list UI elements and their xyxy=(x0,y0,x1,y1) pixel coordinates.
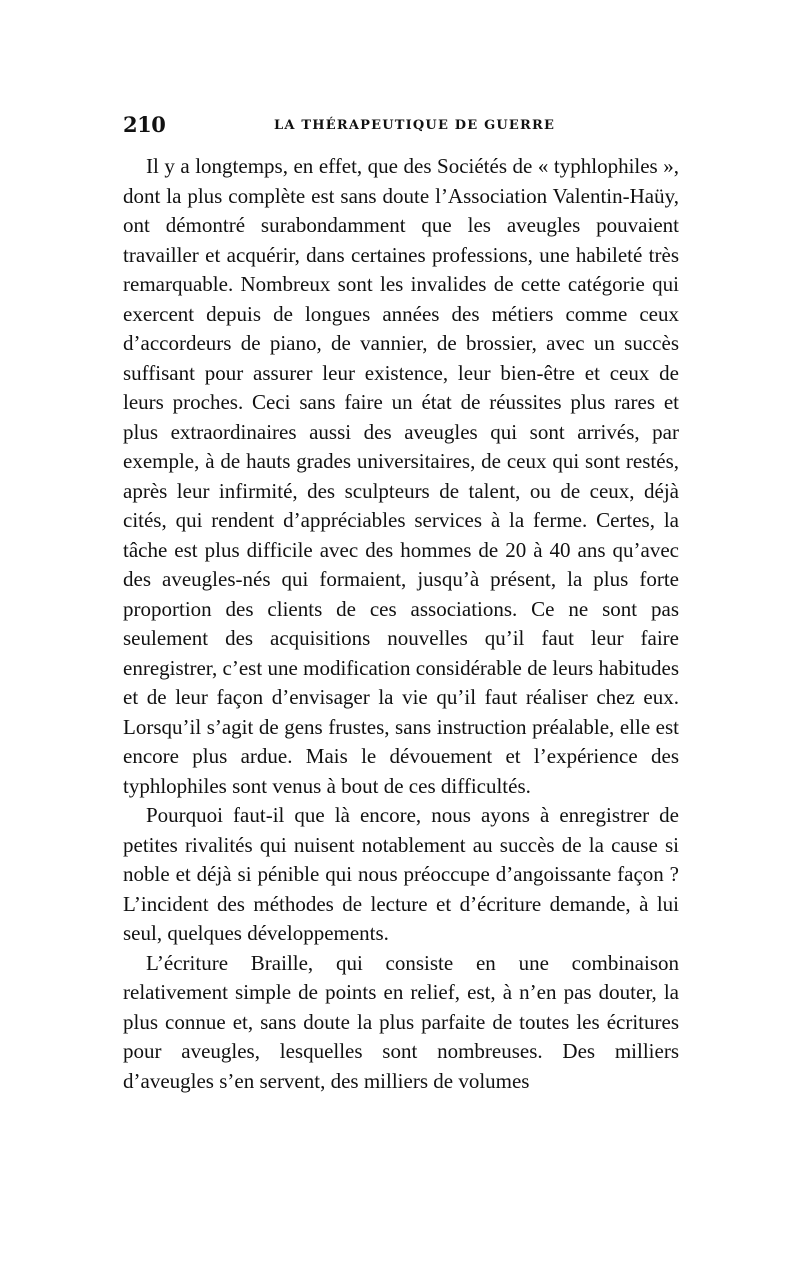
paragraph-2: Pourquoi faut-il que là encore, nous ayons à enregistrer de petites rivalités qui nuisent notablement au succès de la cause si noble et déjà si pénible qui nous préoccupe d’angoissante façon ? L’incident des méthodes de lecture et d’écriture demande, à lui seul, quelques développements. xyxy=(123,803,679,945)
text-body xyxy=(123,152,679,1096)
page-number: 210 xyxy=(123,112,166,137)
running-title: LA THÉRAPEUTIQUE DE GUERRE xyxy=(274,118,556,133)
paragraph-3: L’écriture Braille, qui consiste en une combinaison relativement simple de points en relief, est, à n’en pas douter, la plus connue et, sans doute la plus parfaite de toutes les écritures pour aveugles, lesquelles sont nombreuses. Des milliers d’aveugles s’en servent, des milliers de volumes xyxy=(123,950,679,1093)
running-head xyxy=(123,112,679,142)
paragraph-1: Il y a longtemps, en effet, que des Sociétés de « typhlophiles », dont la plus complète est sans doute l’Association Valentin-Haüy, ont démontré surabondamment que les aveugles pouvaient travailler et acquérir, dans certaines professions, une habileté très remarquable. Nombreux sont les invalides de cette catégorie qui exercent depuis de longues années des métiers comme ceux d’accordeurs de piano, de vannier, de brossier, avec un succès suffisant pour assurer leur existence, leur bien-être et ceux de leurs proches. Ceci sans faire un état de réussites plus rares et plus extraordinaires aussi des aveugles qui sont arrivés, par exemple, à de hauts grades universitaires, de ceux qui sont restés, après leur infirmité, des sculpteurs de talent, ou de ceux, déjà cités, qui rendent d’appréciables services à la ferme. Certes, la tâche est plus difficile avec des hommes de 20 à 40 ans qu’avec des aveugles-nés qui formaient, jusqu’à présent, la plus forte proportion des clients de ces associations. Ce ne sont pas seulement des acquisitions nouvelles qu’il faut leur faire enregistrer, c’est une modification considérable de leurs habitudes et de leur façon d’envisager la vie qu’il faut réaliser chez eux. Lorsqu’il s’agit de gens frustes, sans instruction préalable, elle est encore plus ardue. Mais le dévouement et l’expérience des typhlophiles sont venus à bout de ces difficultés. xyxy=(123,154,679,798)
